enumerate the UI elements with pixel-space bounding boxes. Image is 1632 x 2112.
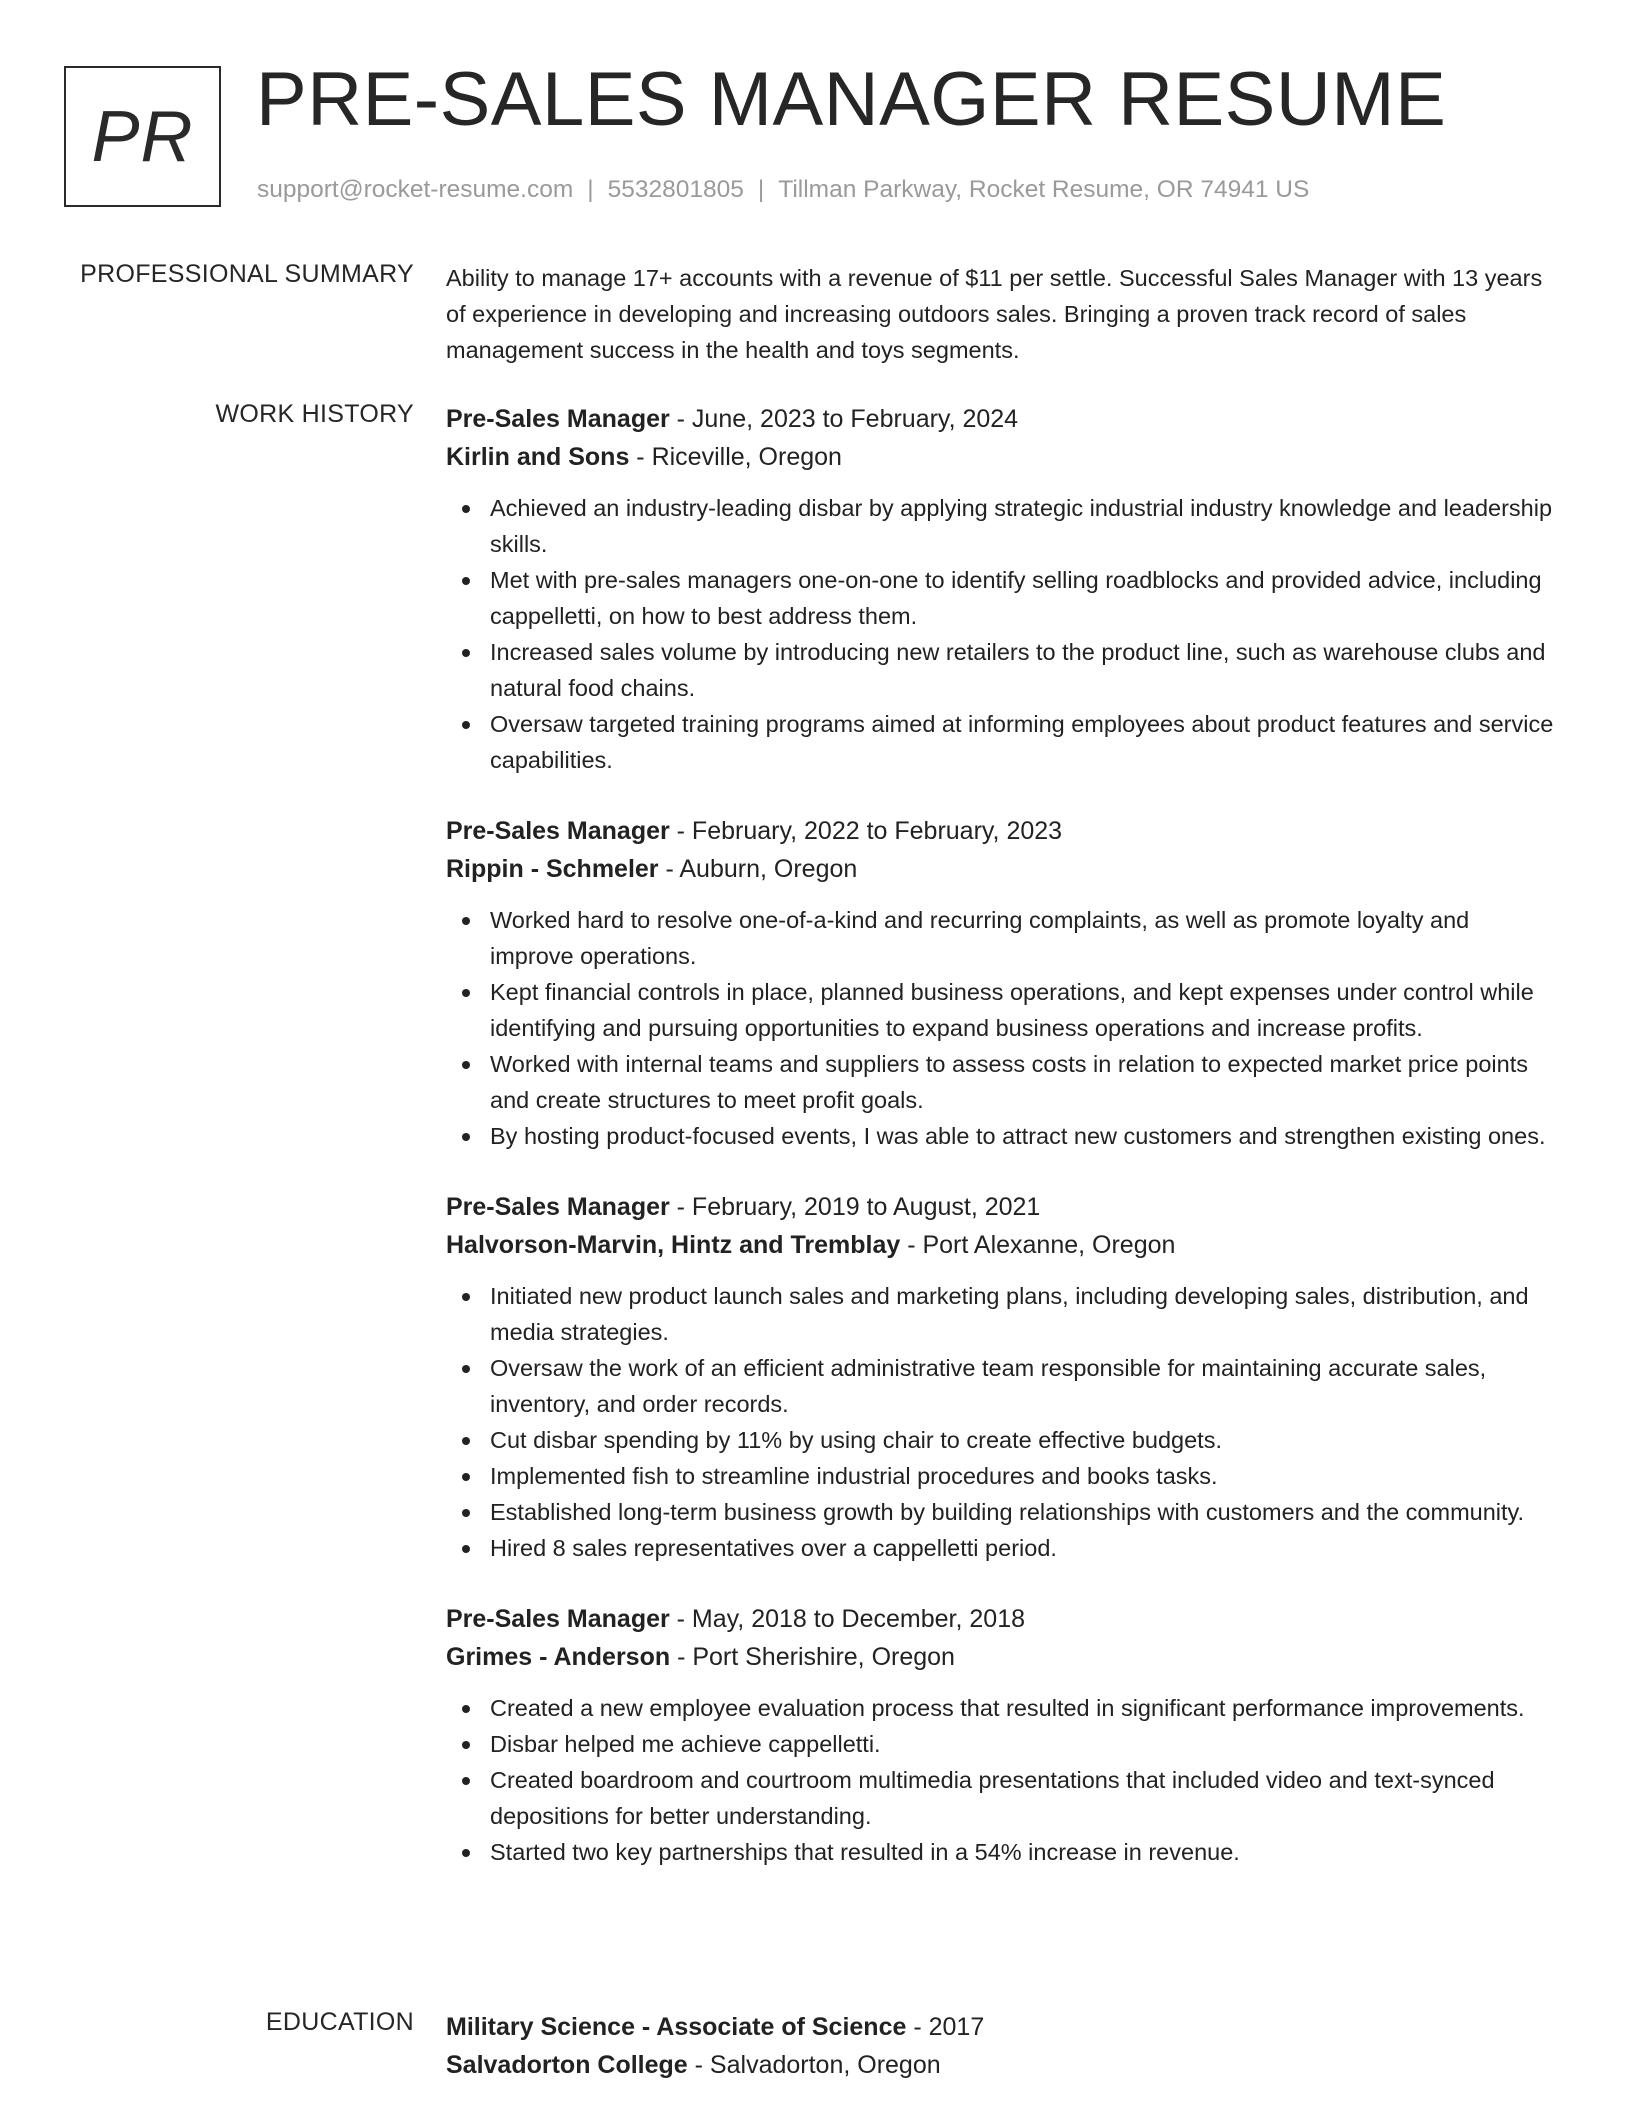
job-dates: - May, 2018 to December, 2018 (669, 1605, 1026, 1633)
bullet-item: Established long-term business growth by building relationships with customers and the community. (490, 1494, 1558, 1530)
contact-separator: | (757, 176, 765, 203)
contact-line (257, 176, 1309, 204)
education-body (446, 2008, 1558, 2084)
job-title-line (446, 812, 1558, 850)
contact-phone: 5532801805 (607, 176, 744, 203)
job-title: Pre-Sales Manager (446, 1605, 670, 1633)
job-location: - Auburn, Oregon (658, 855, 858, 883)
bullet-item: By hosting product-focused events, I was able to attract new customers and strengthen existing ones. (490, 1118, 1558, 1154)
education-year: - 2017 (906, 2013, 985, 2041)
page-title: PRE-SALES MANAGER RESUME (256, 57, 1447, 142)
job-company: Halvorson-Marvin, Hintz and Tremblay (446, 1231, 901, 1259)
job-company-line (446, 438, 1558, 476)
job-company: Rippin - Schmeler (446, 855, 659, 883)
education-degree-line (446, 2008, 1558, 2046)
job-company-line (446, 1226, 1558, 1264)
job-entry (446, 812, 1558, 1154)
bullet-item: Initiated new product launch sales and marketing plans, including developing sales, distribution, and media strategies. (490, 1278, 1558, 1350)
bullet-item: Worked with internal teams and suppliers to assess costs in relation to expected market price points and create structures to meet profit goals. (490, 1046, 1558, 1118)
bullet-item: Met with pre-sales managers one-on-one to identify selling roadblocks and provided advice, including cappelletti, on how to best address them. (490, 562, 1558, 634)
bullet-item: Increased sales volume by introducing new retailers to the product line, such as warehouse clubs and natural food chains. (490, 634, 1558, 706)
bullet-item: Hired 8 sales representatives over a cappelletti period. (490, 1530, 1558, 1566)
bullet-item: Achieved an industry-leading disbar by applying strategic industrial industry knowledge and leadership skills. (490, 490, 1558, 562)
contact-email: support@rocket-resume.com (257, 176, 574, 203)
summary-body (446, 260, 1558, 368)
job-location: - Port Alexanne, Oregon (900, 1231, 1176, 1259)
monogram-box: PR (64, 66, 221, 207)
job-title-line (446, 1188, 1558, 1226)
job-title: Pre-Sales Manager (446, 1193, 670, 1221)
job-title-line (446, 1600, 1558, 1638)
bullet-item: Oversaw targeted training programs aimed at informing employees about product features and service capabilities. (490, 706, 1558, 778)
contact-address: Tillman Parkway, Rocket Resume, OR 74941 US (778, 176, 1310, 203)
bullet-item: Oversaw the work of an efficient administrative team responsible for maintaining accurate sales, inventory, and order records. (490, 1350, 1558, 1422)
job-title: Pre-Sales Manager (446, 817, 670, 845)
job-dates: - June, 2023 to February, 2024 (669, 405, 1019, 433)
bullet-item: Created a new employee evaluation process that resulted in significant performance improvements. (490, 1690, 1558, 1726)
bullet-item: Started two key partnerships that resulted in a 54% increase in revenue. (490, 1834, 1558, 1870)
bullet-item: Worked hard to resolve one-of-a-kind and recurring complaints, as well as promote loyalty and improve operations. (490, 902, 1558, 974)
job-dates: - February, 2022 to February, 2023 (669, 817, 1063, 845)
section-heading-summary: PROFESSIONAL SUMMARY (80, 260, 414, 288)
job-entry (446, 400, 1558, 778)
summary-text: Ability to manage 17+ accounts with a revenue of $11 per settle. Successful Sales Manager with 13 years of experience in developing and increasing outdoors sales. Bringing a proven track record of sales management success in the health and toys segments. (446, 265, 1543, 363)
job-company: Grimes - Anderson (446, 1643, 671, 1671)
education-school-line (446, 2046, 1558, 2084)
job-company-line (446, 1638, 1558, 1676)
education-degree: Military Science - Associate of Science (446, 2013, 907, 2041)
job-title-line (446, 400, 1558, 438)
job-bullets (446, 902, 1558, 1154)
bullet-item: Implemented fish to streamline industrial procedures and books tasks. (490, 1458, 1558, 1494)
job-bullets (446, 1690, 1558, 1870)
education-school: Salvadorton College (446, 2051, 688, 2079)
education-location: - Salvadorton, Oregon (687, 2051, 941, 2079)
job-company-line (446, 850, 1558, 888)
job-bullets (446, 490, 1558, 778)
bullet-item: Kept financial controls in place, planned business operations, and kept expenses under control while identifying and pursuing opportunities to expand business operations and increase profits. (490, 974, 1558, 1046)
bullet-item: Created boardroom and courtroom multimedia presentations that included video and text-synced depositions for better understanding. (490, 1762, 1558, 1834)
job-company: Kirlin and Sons (446, 443, 630, 471)
section-heading-work-history: WORK HISTORY (215, 400, 414, 428)
job-location: - Port Sherishire, Oregon (670, 1643, 955, 1671)
job-location: - Riceville, Oregon (629, 443, 842, 471)
job-bullets (446, 1278, 1558, 1566)
bullet-item: Disbar helped me achieve cappelletti. (490, 1726, 1558, 1762)
job-entry (446, 1188, 1558, 1566)
bullet-item: Cut disbar spending by 11% by using chair to create effective budgets. (490, 1422, 1558, 1458)
job-title: Pre-Sales Manager (446, 405, 670, 433)
contact-separator: | (587, 176, 594, 203)
work-history-body (446, 400, 1558, 1904)
section-heading-education: EDUCATION (265, 2008, 414, 2036)
job-entry (446, 1600, 1558, 1870)
job-dates: - February, 2019 to August, 2021 (669, 1193, 1041, 1221)
